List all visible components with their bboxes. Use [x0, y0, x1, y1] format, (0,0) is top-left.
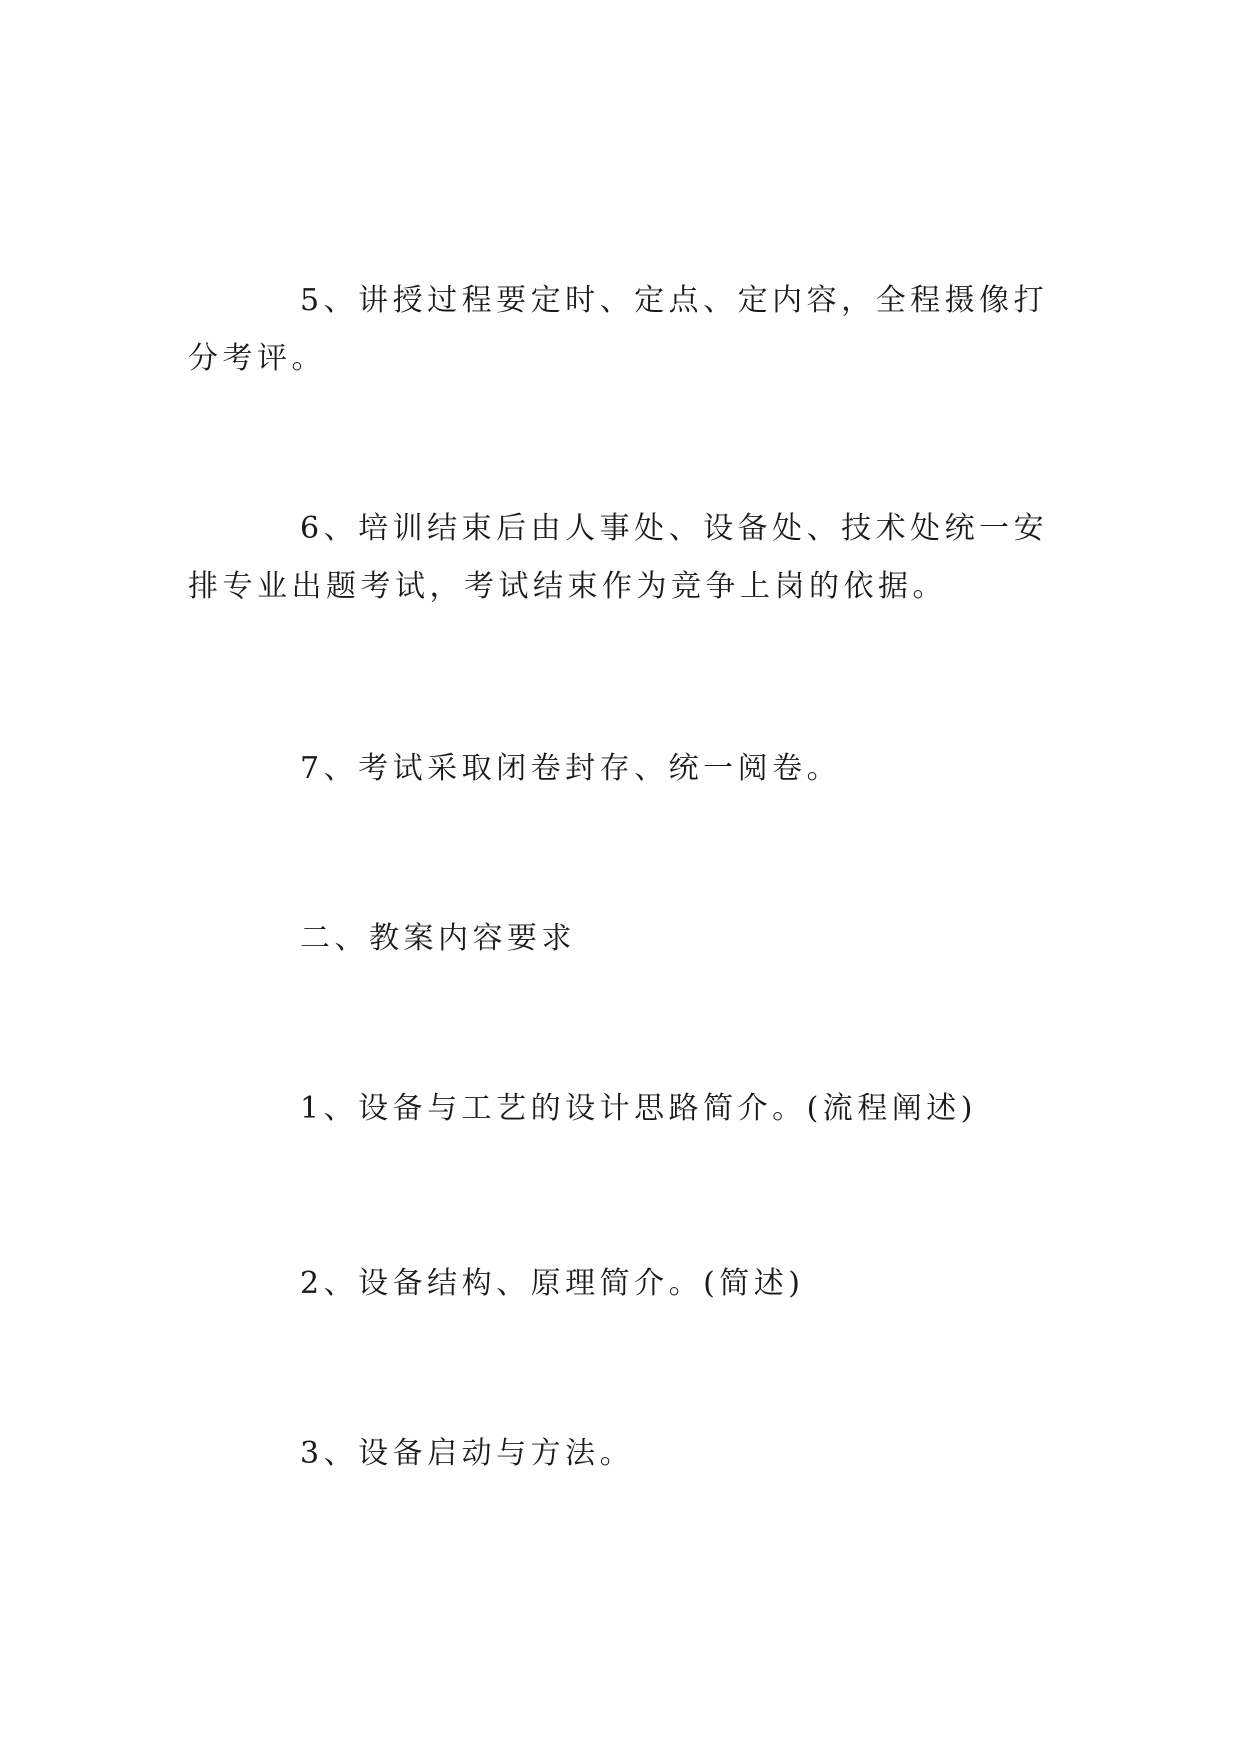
section-heading: 二、教案内容要求: [300, 921, 576, 956]
paragraph-item-7: 7、考试采取闭卷封存、统一阅卷。: [300, 751, 842, 786]
paragraph-item-6: 6、培训结束后由人事处、设备处、技术处统一安排专业出题考试，考试结束作为竞争上岗的依据。: [188, 511, 1049, 604]
paragraph-item-5: 5、讲授过程要定时、定点、定内容，全程摄像打分考评。: [188, 283, 1049, 376]
paragraph-item-1: 1、设备与工艺的设计思路简介。(流程阐述): [300, 1091, 977, 1126]
paragraph-item-3: 3、设备启动与方法。: [300, 1436, 635, 1471]
paragraph-item-2: 2、设备结构、原理简介。(简述): [300, 1266, 805, 1301]
